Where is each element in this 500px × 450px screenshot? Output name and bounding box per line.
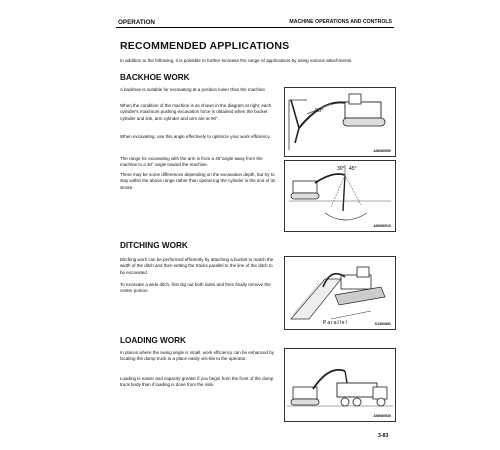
header-section-title: OPERATION [118, 19, 155, 26]
excavating-range-figure [284, 160, 396, 232]
angle-45-label: 45° [349, 166, 357, 172]
loading-figure [284, 348, 396, 422]
ditching-figure [284, 256, 396, 330]
angle-30-label: 30° [337, 166, 345, 172]
fig2-code: AM080510 [373, 224, 391, 228]
loading-para-2: Loading is easier and capacity greater if you begin from the front of the dump truck body than if loading is done from the side. [120, 376, 274, 388]
fig4-code: AM080540 [373, 414, 391, 418]
ditching-heading: DITCHING WORK [120, 241, 188, 250]
backhoe-para-1: A backhoe is suitable for excavating at a position lower than the machine. [120, 87, 267, 92]
backhoe-para-2: When the condition of the machine is as shown in the diagram at right, each cylinder's maximum pushing excavation force is obtained when the bucket cylinder and link, arm cylinder and arm are at 90°. [120, 103, 272, 121]
header-chapter-title: MACHINE OPERATIONS AND CONTROLS [289, 19, 392, 25]
backhoe-angle-figure [284, 87, 396, 157]
angle-90-label: 90° [315, 108, 324, 114]
fig3-code: SJ400852 [374, 322, 391, 326]
intro-text: In addition to the following, it is possible to further increase the range of applications by using various attachments. [120, 58, 353, 63]
excavating-range-illustration [285, 161, 395, 231]
ditching-para-2: To excavate a wide ditch, first dig out both sides and then finally remove the center portion. [120, 282, 271, 294]
backhoe-para-4: The range for excavating with the arm is from a 45°angle away from the machine to a 30° angle toward the machine. [120, 156, 263, 168]
backhoe-angle-illustration [285, 88, 395, 156]
page-header [116, 13, 394, 28]
page-title: RECOMMENDED APPLICATIONS [120, 40, 290, 52]
ditching-para-1: Ditching work can be performed efficiently by attaching a bucket to match the width of the ditch and then setting the tracks parallel to the line of the ditch to be excavated. [120, 257, 274, 275]
backhoe-heading: BACKHOE WORK [120, 73, 190, 82]
loading-para-1: In places where the swing angle is small, work efficiency can be enhanced by locating the dump truck in a place easily visi-ble to the operator. [120, 350, 275, 362]
page-number: 3-83 [378, 433, 389, 439]
ditching-illustration [285, 257, 395, 329]
parallel-label: Parallel [323, 320, 348, 326]
loading-illustration [285, 349, 395, 421]
fig1-code: AM080550 [373, 149, 391, 153]
backhoe-para-3: When excavating, use this angle effectively to optimize your work efficiency. [120, 134, 271, 139]
loading-heading: LOADING WORK [120, 336, 186, 345]
backhoe-para-5: There may be some differences depending on the excavation depth, but try to stay within the above range rather than operat-ing the cylinder is the end of its stroke. [120, 172, 276, 190]
